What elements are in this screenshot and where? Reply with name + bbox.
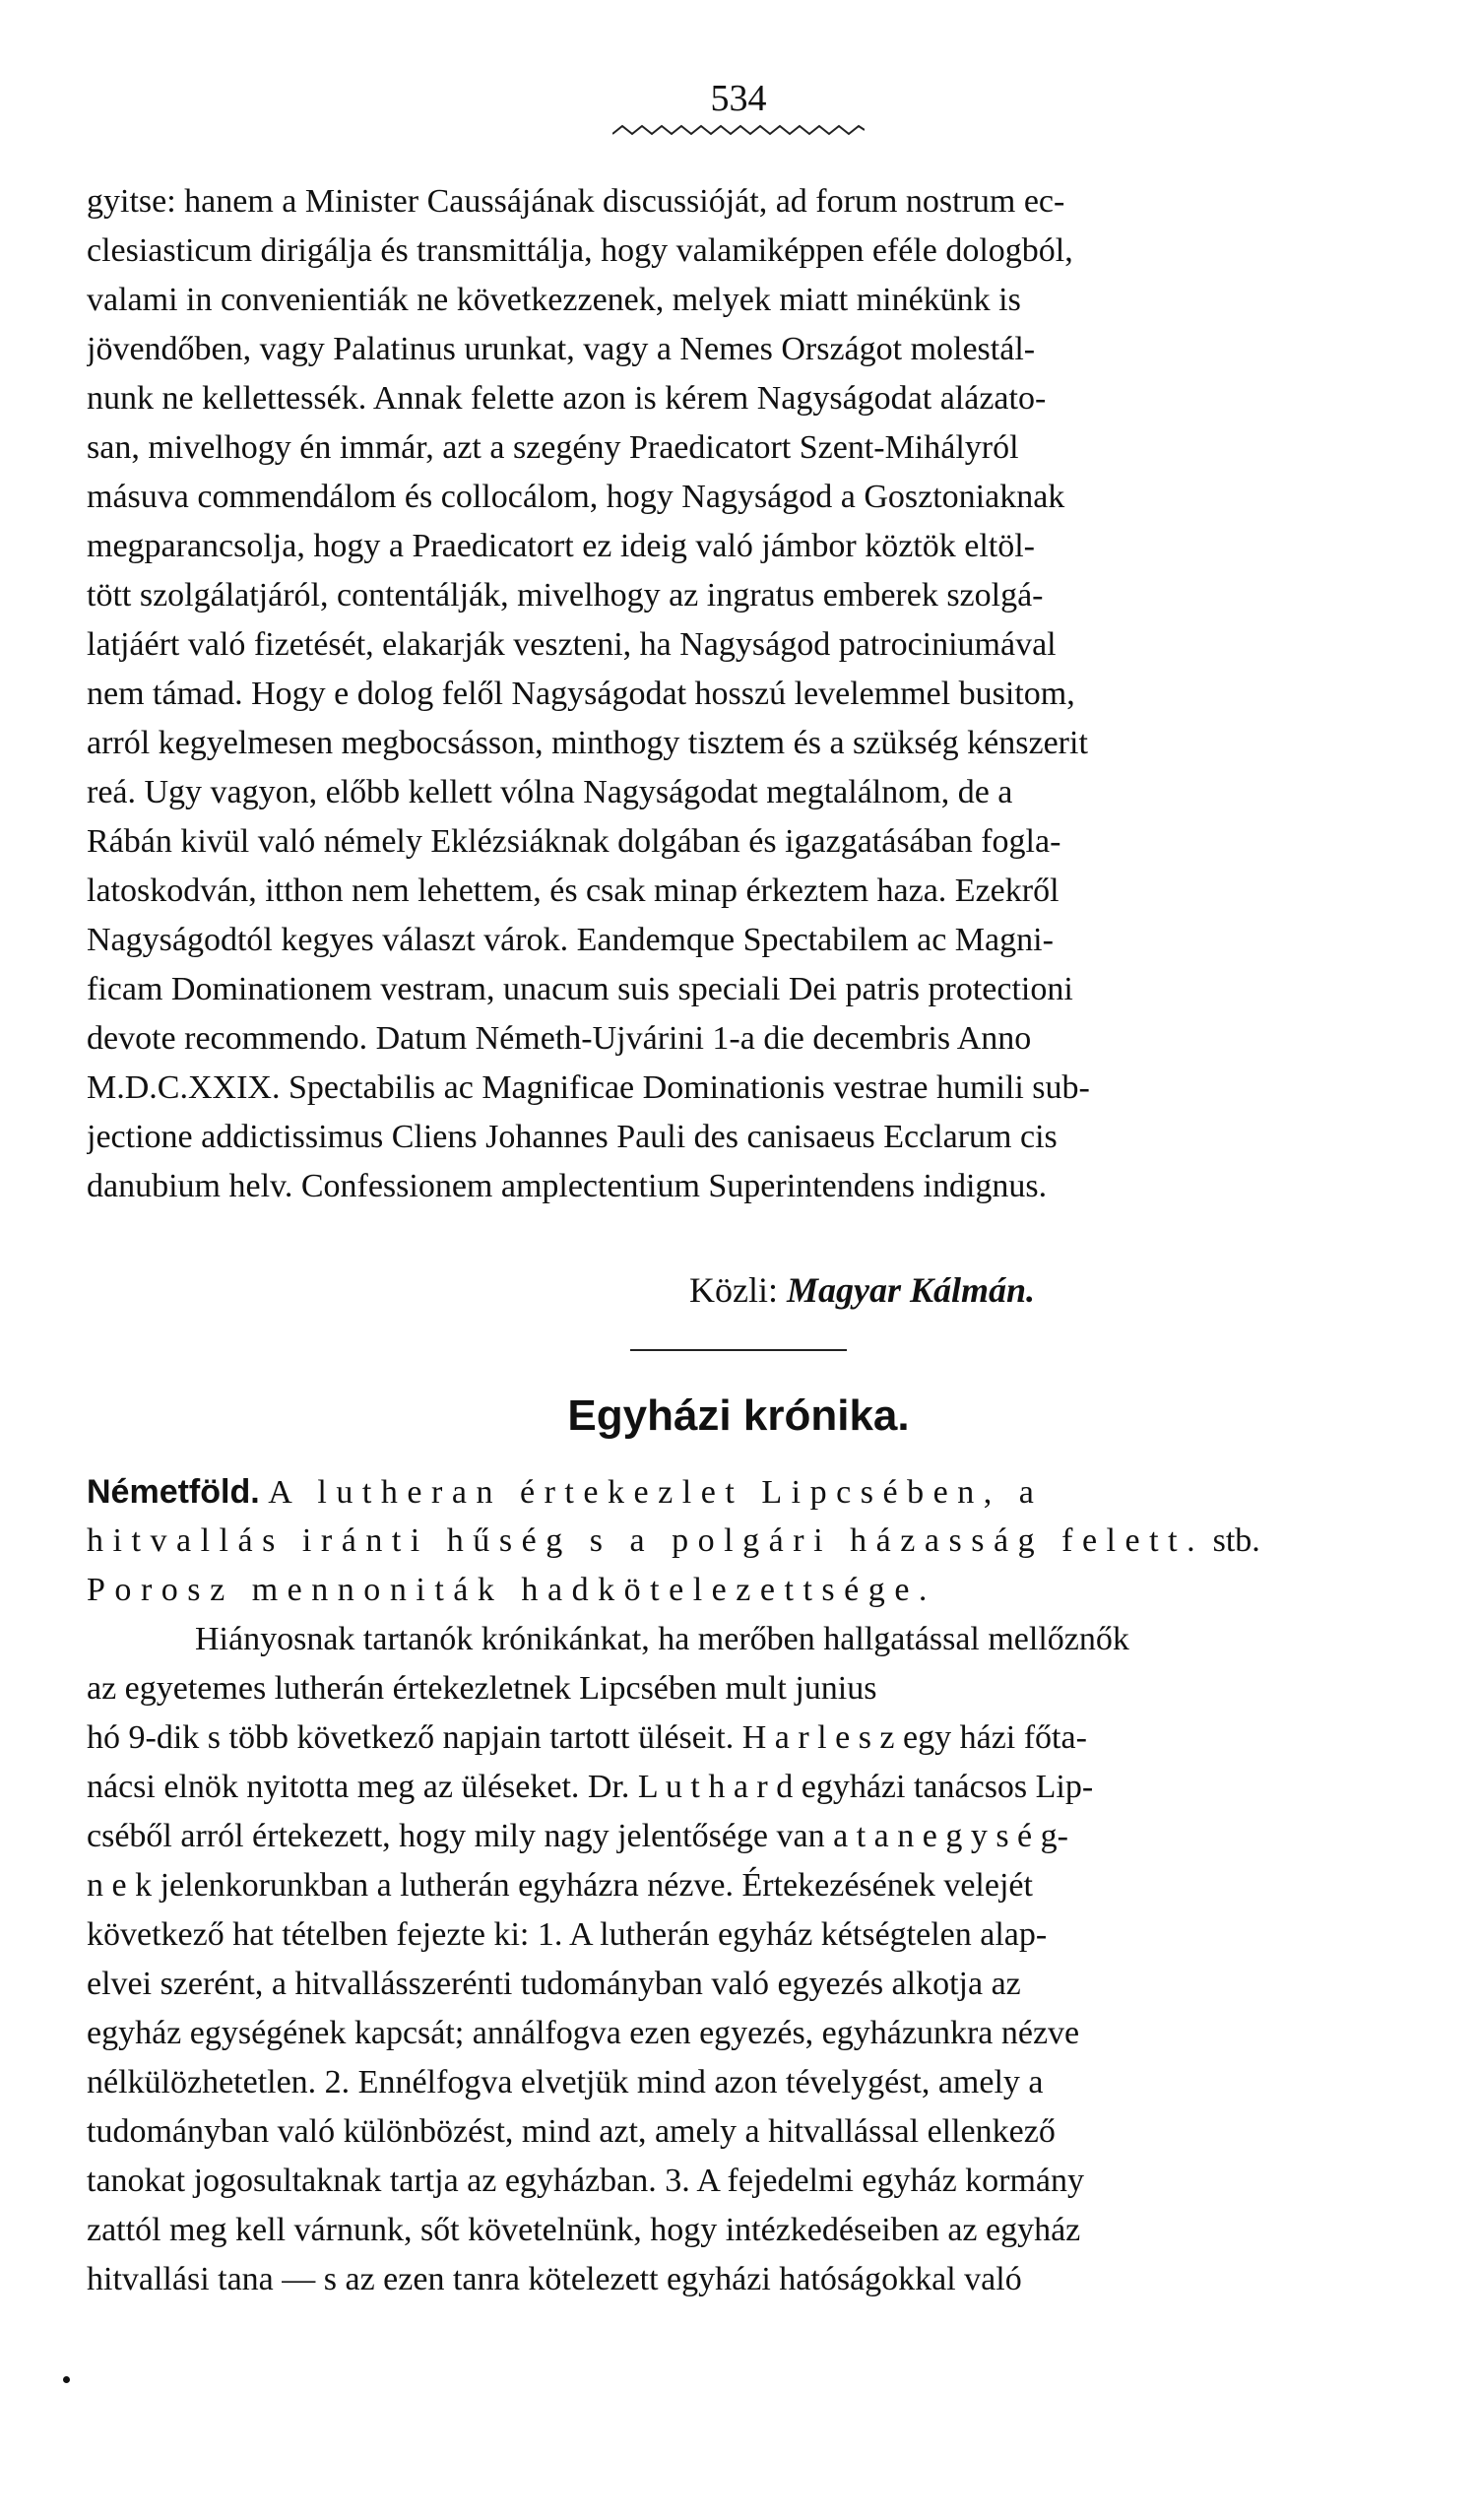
letter-line: latjáért való fizetését, elakarják veszteni, ha Nagyságod patrociniumával	[87, 626, 1057, 663]
letter-line: arról kegyelmesen megbocsásson, minthogy tisztem és a szükség kénszerit	[87, 725, 1088, 761]
section-divider	[630, 1349, 847, 1351]
topic-suffix: stb.	[1212, 1522, 1260, 1559]
letter-line: nunk ne kellettessék. Annak felette azon is kérem Nagyságodat alázato-	[87, 380, 1047, 417]
chronicle-line: következő hat tételben fejezte ki: 1. A lutherán egyház kétségtelen alap-	[87, 1916, 1048, 1953]
letter-line: danubium helv. Confessionem amplectentium Superintendens indignus.	[87, 1168, 1048, 1204]
chronicle-intro-line	[87, 1566, 1390, 1615]
letter-line: nem támad. Hogy e dolog felől Nagyságodat hosszú levelemmel busitom,	[87, 676, 1075, 712]
letter-line: gyitse: hanem a Minister Caussájának discussióját, ad forum nostrum ec-	[87, 183, 1065, 220]
chronicle-line: cséből arról értekezett, hogy mily nagy jelentősége van a t a n e g y s é g-	[87, 1818, 1068, 1854]
chronicle-line: Hiányosnak tartanók krónikánkat, ha merőben hallgatással mellőznők	[195, 1621, 1129, 1657]
letter-line: devote recommendo. Datum Németh-Ujvárini 1-a die decembris Anno	[87, 1020, 1032, 1057]
signature	[689, 1265, 1035, 1315]
chronicle-line: elvei szerént, a hitvallásszerénti tudományban való egyezés alkotja az	[87, 1966, 1021, 2002]
letter-line: másuva commendálom és collocálom, hogy Nagyságod a Gosztoniaknak	[87, 479, 1065, 515]
chronicle-line: tanokat jogosultaknak tartja az egyházban. 3. A fejedelmi egyház kormány	[87, 2163, 1085, 2199]
ink-dot	[63, 2376, 70, 2383]
chronicle-line: zattól meg kell várnunk, sőt követelnünk, hogy intézkedéseiben az egyház	[87, 2212, 1081, 2248]
letter-line: ficam Dominationem vestram, unacum suis speciali Dei patris protectioni	[87, 971, 1073, 1007]
chronicle-line: hitvallási tana — s az ezen tanra kötelezett egyházi hatóságokkal való	[87, 2261, 1022, 2297]
letter-line: Nagyságodtól kegyes választ várok. Eandemque Spectabilem ac Magni-	[87, 922, 1054, 958]
chronicle-intro-line	[87, 1467, 1390, 1517]
chronicle-line: tudományban való különbözést, mind azt, amely a hitvallással ellenkező	[87, 2113, 1056, 2150]
letter-text	[87, 177, 1390, 1211]
chronicle-line: egyház egységének kapcsát; annálfogva ezen egyezés, egyházunkra nézve	[87, 2015, 1080, 2051]
chronicle-text	[87, 1615, 1390, 2304]
letter-line: tött szolgálatjáról, contentálják, mivelhogy az ingratus emberek szolgá-	[87, 577, 1044, 614]
letter-line: jövendőben, vagy Palatinus urunkat, vagy a Nemes Országot molestál-	[87, 331, 1036, 367]
chronicle-intro-line	[87, 1517, 1390, 1566]
chronicle-intro	[87, 1467, 1390, 1615]
letter-line: jectione addictissimus Cliens Johannes Pauli des canisaeus Ecclarum cis	[87, 1119, 1058, 1155]
signature-label: Közli:	[689, 1270, 778, 1310]
letter-line: megparancsolja, hogy a Praedicatort ez ideig való jámbor köztök eltöl-	[87, 528, 1035, 564]
chronicle-line: nélkülözhetetlen. 2. Ennélfogva elvetjük mind azon tévelygést, amely a	[87, 2064, 1044, 2100]
country-heading: Németföld.	[87, 1473, 260, 1511]
letter-line: reá. Ugy vagyon, előbb kellett vólna Nagyságodat megtalálnom, de a	[87, 774, 1013, 810]
letter-line: valami in convenientiák ne következzenek, melyek miatt minékünk is	[87, 282, 1021, 318]
page-number: 534	[710, 78, 767, 119]
letter-line: clesiasticum dirigálja és transmittálja, hogy valamiképpen eféle dologból,	[87, 232, 1073, 269]
letter-line: Rábán kivül való némely Eklézsiáknak dolgában és igazgatásában fogla-	[87, 823, 1061, 860]
topic-text: hitvallás iránti hűség s a polgári házasság felett.	[87, 1522, 1205, 1559]
chronicle-line: az egyetemes lutherán értekezletnek Lipcsében mult junius	[87, 1670, 877, 1707]
letter-line: san, mivelhogy én immár, azt a szegény Praedicatort Szent-Mihályról	[87, 429, 1019, 466]
signature-name: Magyar Kálmán.	[786, 1270, 1036, 1310]
wavy-ornament-icon	[612, 122, 865, 142]
topic-text: A lutheran értekezlet Lipcsében, a	[268, 1474, 1044, 1511]
section-heading: Egyházi krónika.	[567, 1391, 910, 1440]
topic-text: Porosz mennoniták hadkötelezettsége.	[87, 1572, 936, 1608]
letter-line: M.D.C.XXIX. Spectabilis ac Magnificae Dominationis vestrae humili sub-	[87, 1069, 1090, 1106]
letter-line: latoskodván, itthon nem lehettem, és csak minap érkeztem haza. Ezekről	[87, 872, 1060, 909]
chronicle-line: hó 9-dik s több következő napjain tartott üléseit. H a r l e s z egy házi főta-	[87, 1719, 1087, 1756]
chronicle-line: n e k jelenkorunkban a lutherán egyházra nézve. Értekezésének velejét	[87, 1867, 1033, 1904]
chronicle-line: nácsi elnök nyitotta meg az üléseket. Dr. L u t h a r d egyházi tanácsos Lip-	[87, 1769, 1094, 1805]
